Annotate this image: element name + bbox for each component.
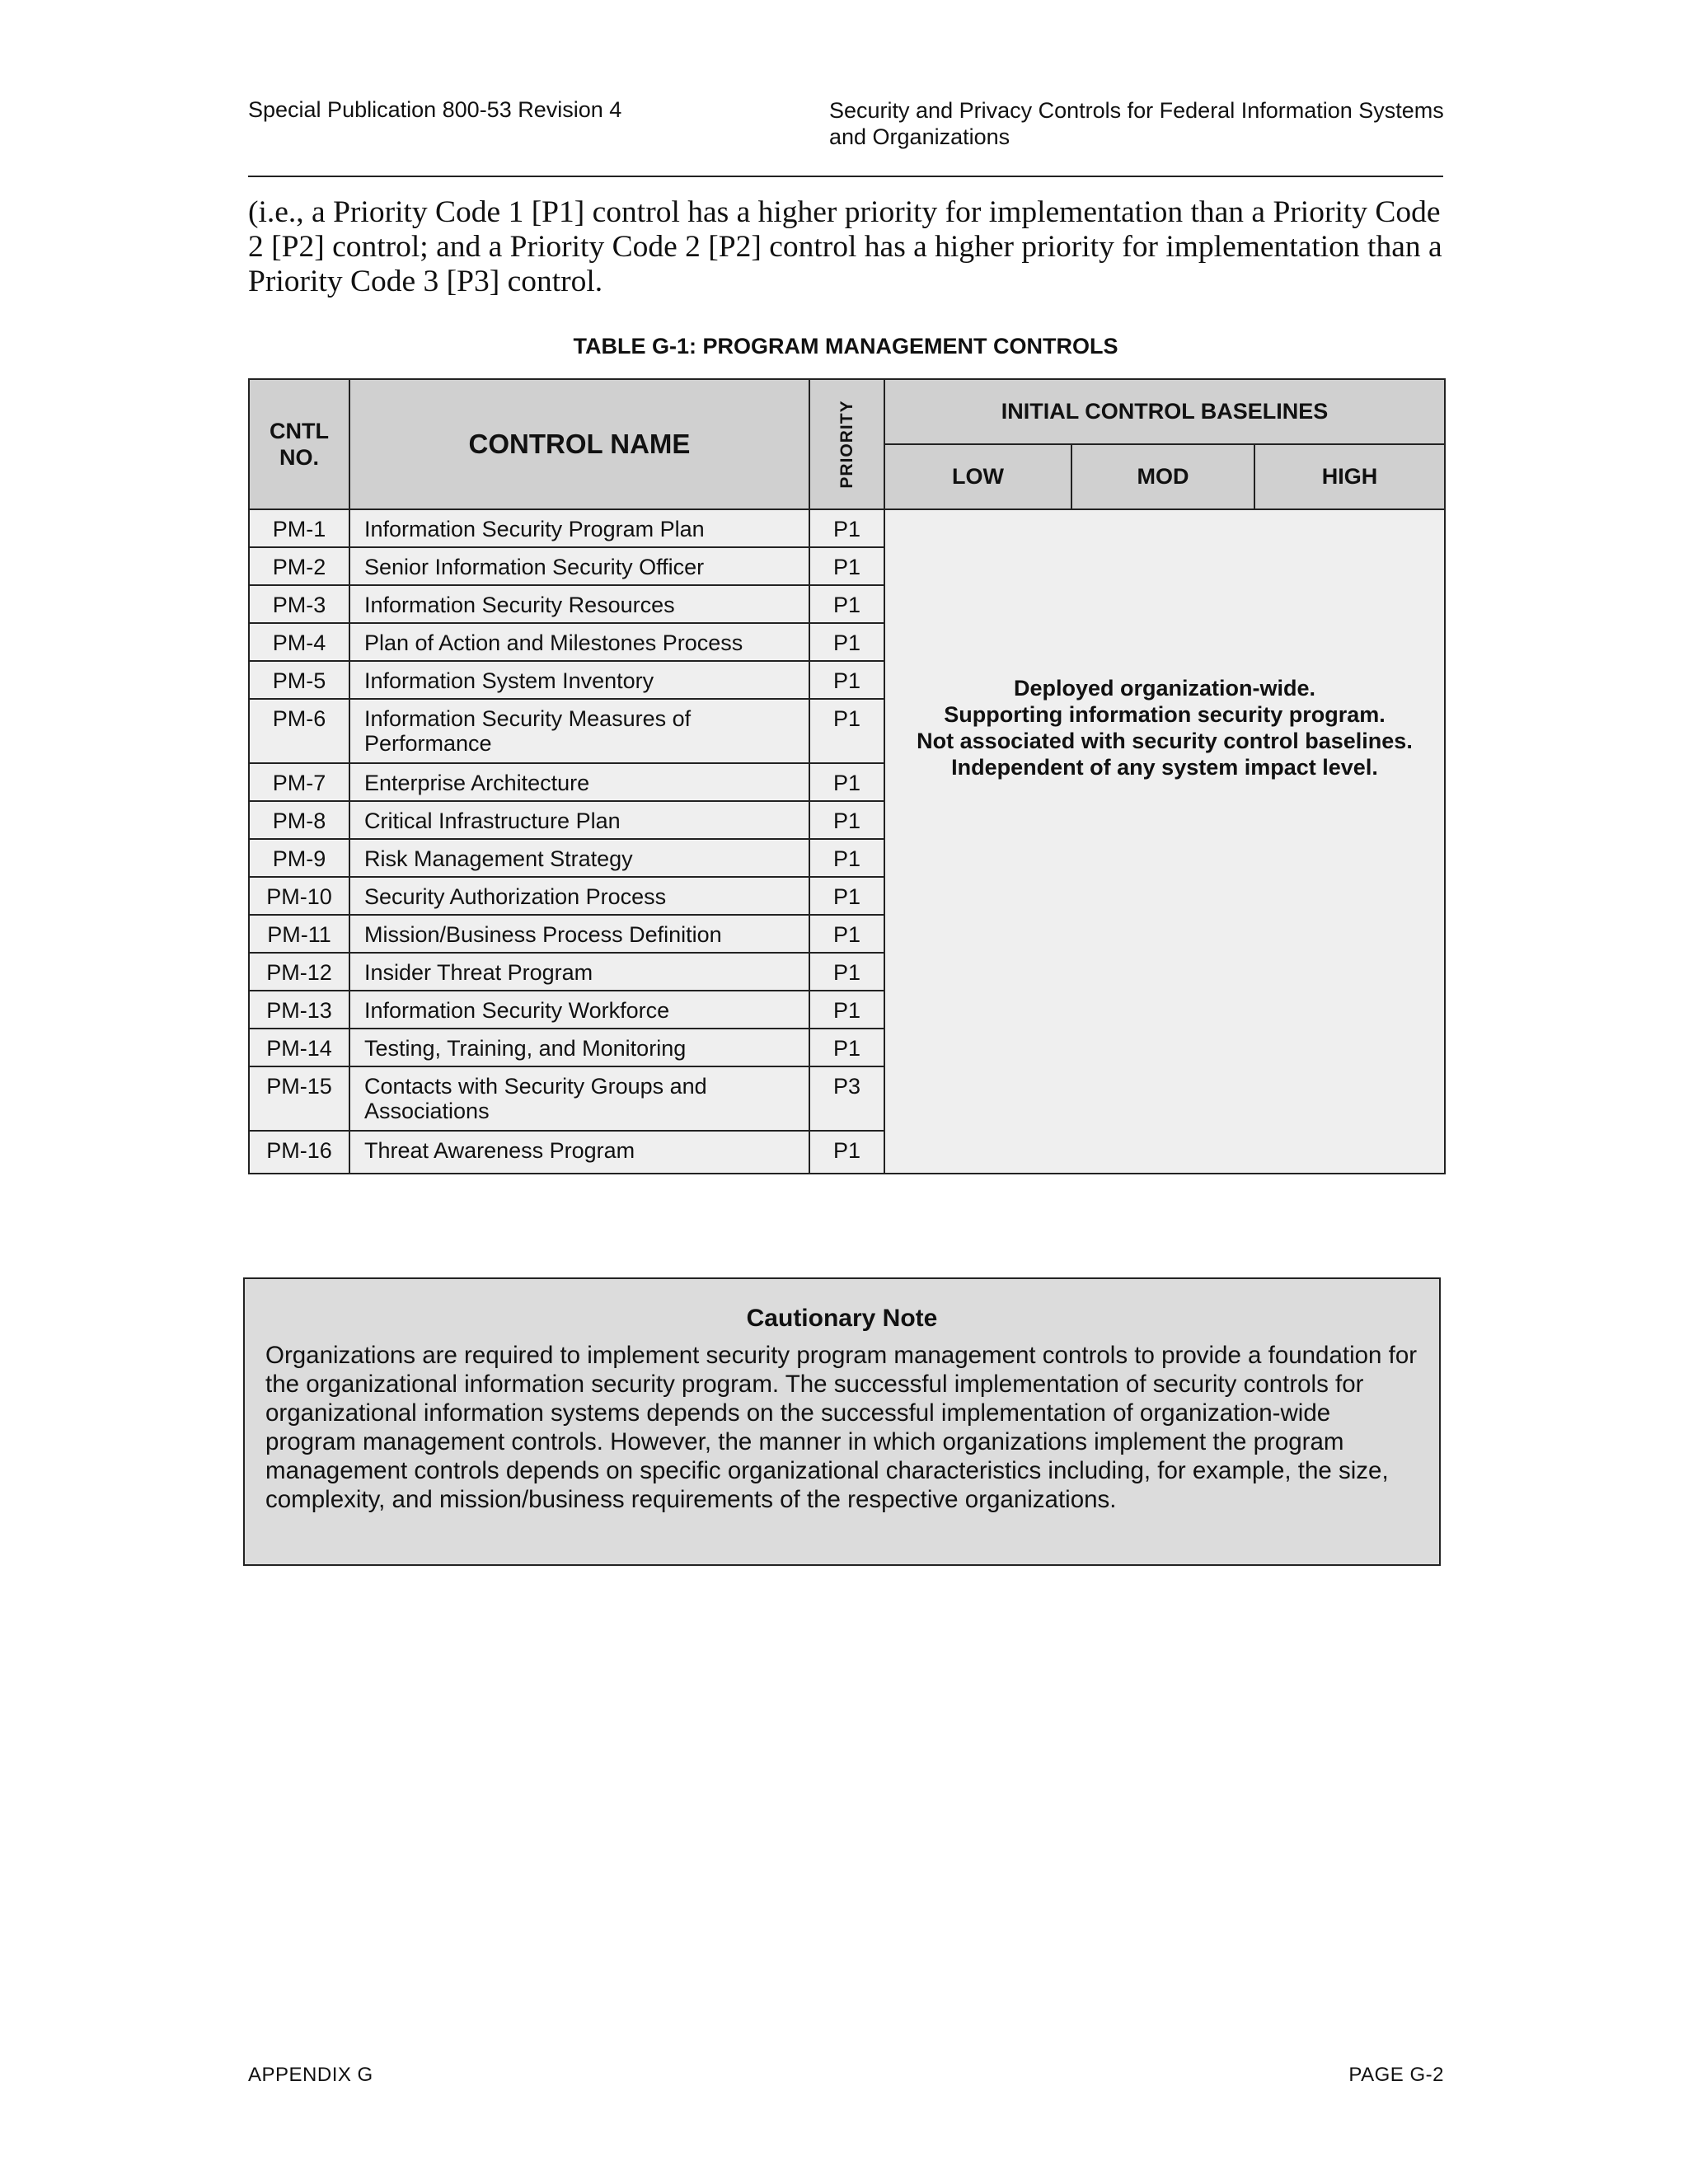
cell-control-no: PM-5 [249, 661, 349, 699]
header-priority [809, 379, 884, 509]
cell-priority: P1 [809, 953, 884, 991]
cell-control-no: PM-15 [249, 1066, 349, 1131]
baseline-note-line: Independent of any system impact level. [951, 755, 1378, 780]
cell-control-no: PM-16 [249, 1131, 349, 1174]
header-high: HIGH [1254, 444, 1445, 509]
cautionary-note-box [243, 1277, 1441, 1566]
cell-control-name: Risk Management Strategy [349, 839, 809, 877]
cautionary-note-title: Cautionary Note [746, 1305, 938, 1332]
baseline-note-cell [884, 509, 1445, 1174]
cell-control-no: PM-4 [249, 623, 349, 661]
baseline-note-line: Supporting information security program. [944, 702, 1386, 727]
table-body [249, 509, 1445, 1174]
header-priority-label: PRIORITY [837, 400, 856, 489]
cell-control-name: Information Security Program Plan [349, 509, 809, 547]
header-mod: MOD [1071, 444, 1254, 509]
header-cntl-no: CNTL NO. [249, 379, 349, 509]
cell-priority: P1 [809, 839, 884, 877]
cell-control-no: PM-11 [249, 915, 349, 953]
cell-control-name: Mission/Business Process Definition [349, 915, 809, 953]
table-title: TABLE G-1: PROGRAM MANAGEMENT CONTROLS [573, 334, 1118, 359]
cell-control-no: PM-2 [249, 547, 349, 585]
cell-control-name: Information Security Resources [349, 585, 809, 623]
cell-control-name: Information Security Measures of Performance [349, 699, 809, 763]
cell-control-no: PM-1 [249, 509, 349, 547]
baseline-note-line: Deployed organization-wide. [1013, 676, 1316, 701]
cell-control-name: Insider Threat Program [349, 953, 809, 991]
footer-right: PAGE G-2 [1348, 2064, 1444, 2086]
cell-priority: P1 [809, 991, 884, 1029]
cell-priority: P1 [809, 509, 884, 547]
header-left: Special Publication 800-53 Revision 4 [248, 97, 622, 122]
cell-priority: P3 [809, 1066, 884, 1131]
cell-control-no: PM-13 [249, 991, 349, 1029]
cell-control-name: Information System Inventory [349, 661, 809, 699]
cell-control-name: Senior Information Security Officer [349, 547, 809, 585]
cell-priority: P1 [809, 763, 884, 801]
cell-control-no: PM-7 [249, 763, 349, 801]
cell-control-no: PM-8 [249, 801, 349, 839]
cell-control-name: Enterprise Architecture [349, 763, 809, 801]
program-management-controls-table [248, 378, 1446, 1174]
cell-control-no: PM-3 [249, 585, 349, 623]
cell-control-name: Contacts with Security Groups and Associations [349, 1066, 809, 1131]
cell-priority: P1 [809, 915, 884, 953]
cell-control-no: PM-14 [249, 1029, 349, 1066]
cell-control-name: Security Authorization Process [349, 877, 809, 915]
header-control-name: CONTROL NAME [349, 379, 809, 509]
cell-priority: P1 [809, 877, 884, 915]
cell-control-no: PM-6 [249, 699, 349, 763]
intro-paragraph: (i.e., a Priority Code 1 [P1] control has a higher priority for implementation than a Priority Code 2 [P2] control; and a Priority Code 2 [P2] control has a higher priority for implementation than a Priority Code 3 [P3] control. [248, 195, 1442, 298]
cell-control-no: PM-9 [249, 839, 349, 877]
cell-priority: P1 [809, 661, 884, 699]
header-low: LOW [884, 444, 1071, 509]
cell-control-name: Threat Awareness Program [349, 1131, 809, 1174]
cell-control-no: PM-10 [249, 877, 349, 915]
cell-priority: P1 [809, 1131, 884, 1174]
table-row [249, 509, 1445, 547]
cell-priority: P1 [809, 801, 884, 839]
cell-control-name: Plan of Action and Milestones Process [349, 623, 809, 661]
cell-priority: P1 [809, 547, 884, 585]
cell-control-name: Information Security Workforce [349, 991, 809, 1029]
cautionary-note-body: Organizations are required to implement security program management controls to provide a foundation for the organizational information security program. The successful implementation of security controls for organizational information systems depends on the successful implementation of organization-wide program management controls. However, the manner in which organizations implement the program management controls depends on specific organizational characteristics including, for example, the size, complexity, and mission/business requirements of the respective organizations. [265, 1342, 1418, 1513]
cell-control-no: PM-12 [249, 953, 349, 991]
footer-left: APPENDIX G [248, 2064, 373, 2086]
cell-priority: P1 [809, 699, 884, 763]
cell-control-name: Critical Infrastructure Plan [349, 801, 809, 839]
header-right: Security and Privacy Controls for Federal Information Systems and Organizations [829, 98, 1444, 149]
cell-priority: P1 [809, 585, 884, 623]
cell-priority: P1 [809, 623, 884, 661]
header-initial-control-baselines: INITIAL CONTROL BASELINES [884, 379, 1445, 444]
header-rule [248, 176, 1443, 177]
cell-priority: P1 [809, 1029, 884, 1066]
baseline-note-line: Not associated with security control baselines. [917, 729, 1413, 753]
cell-control-name: Testing, Training, and Monitoring [349, 1029, 809, 1066]
